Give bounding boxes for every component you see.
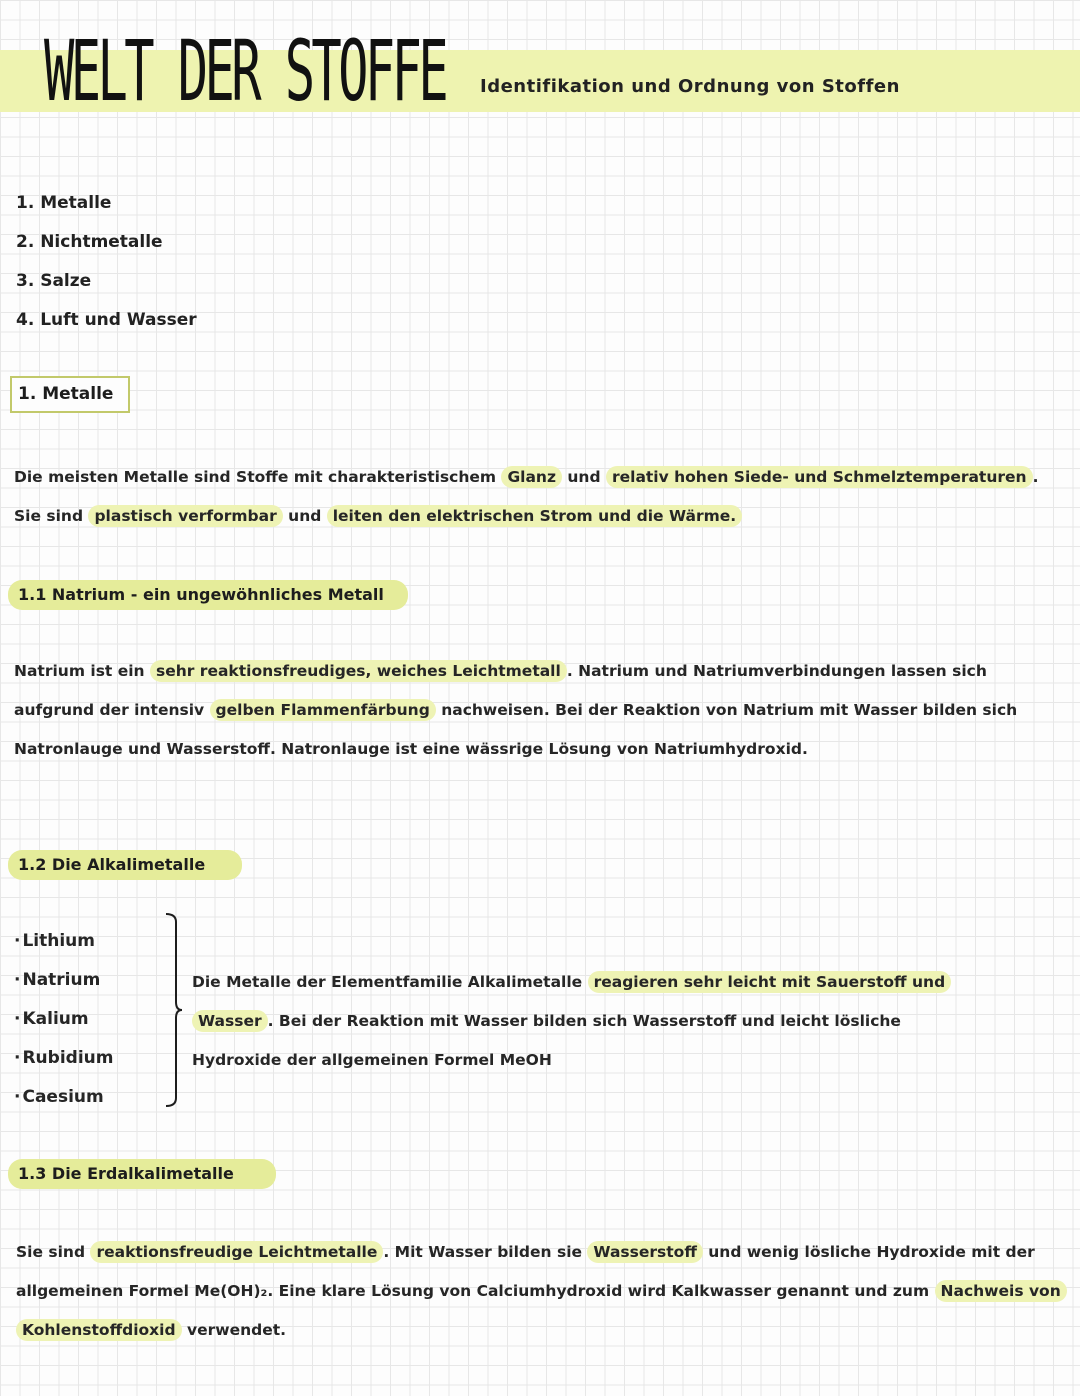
paragraph-metalle — [14, 458, 1064, 536]
text-segment: verwendet. — [181, 1321, 287, 1339]
text-segment: und wenig lösliche Hydroxide mit der allgemeinen Formel Me(OH)₂. Eine klare Lösung von Calciumhydroxid wird Kalkwasser genannt und zum — [16, 1243, 1035, 1300]
list-item: · Natrium — [14, 965, 113, 1004]
highlighted-text: gelben Flammenfärbung — [210, 699, 436, 721]
section-heading-alkalimetalle: 1.2 Die Alkalimetalle — [8, 850, 242, 880]
text-segment: Die Metalle der Elementfamilie Alkalimetalle — [192, 973, 588, 991]
page-subtitle: Identifikation und Ordnung von Stoffen — [480, 76, 900, 97]
text-segment: . Mit Wasser bilden sie — [383, 1243, 588, 1261]
highlighted-text: Wasserstoff — [587, 1241, 702, 1263]
toc-item: 2. Nichtmetalle — [16, 232, 163, 252]
curly-bracket-icon — [160, 910, 184, 1110]
list-item: · Lithium — [14, 926, 113, 965]
highlighted-text: leiten den elektrischen Strom und die Wärme. — [327, 505, 742, 527]
text-segment: . Natrium und Natriumverbindungen lassen sich aufgrund der intensiv — [14, 662, 987, 719]
text-segment: Natrium ist ein — [14, 662, 150, 680]
list-item: · Caesium — [14, 1082, 113, 1121]
highlighted-text: sehr reaktionsfreudiges, weiches Leichtmetall — [150, 660, 567, 682]
highlighted-text: reaktionsfreudige Leichtmetalle — [90, 1241, 383, 1263]
toc-item: 3. Salze — [16, 271, 92, 291]
text-segment: und — [282, 507, 327, 525]
text-segment: nachweisen. Bei der Reaktion von Natrium mit Wasser bilden sich Natronlauge und Wasserstoff. Natronlauge ist eine wässrige Lösung von Natriumhydroxid. — [14, 701, 1018, 758]
list-item: · Kalium — [14, 1004, 113, 1043]
section-heading-erdalkalimetalle: 1.3 Die Erdalkalimetalle — [8, 1159, 276, 1189]
highlighted-text: Nachweis von Kohlenstoffdioxid — [16, 1280, 1067, 1341]
text-segment: Die meisten Metalle sind Stoffe mit charakteristischem — [14, 468, 502, 486]
toc-item: 1. Metalle — [16, 193, 112, 213]
highlighted-text: Glanz — [501, 466, 562, 488]
text-segment: . Bei der Reaktion mit Wasser bilden sich Wasserstoff und leicht lösliche Hydroxide der allgemeinen Formel MeOH — [192, 1012, 901, 1069]
paragraph-alkalimetalle — [192, 963, 952, 1080]
page-title: WELT DER STOFFE — [44, 22, 446, 120]
section-heading-natrium: 1.1 Natrium - ein ungewöhnliches Metall — [8, 580, 408, 610]
highlighted-text: reagieren sehr leicht mit Sauerstoff und Wasser — [192, 971, 951, 1032]
toc-item: 4. Luft und Wasser — [16, 310, 197, 330]
section-heading-metalle: 1. Metalle — [10, 376, 130, 413]
paragraph-erdalkalimetalle — [16, 1233, 1066, 1350]
table-of-contents — [16, 190, 197, 346]
text-segment: Sie sind — [16, 1243, 91, 1261]
alkalimetal-list — [14, 926, 113, 1121]
highlighted-text: plastisch verformbar — [88, 505, 282, 527]
text-segment: und — [562, 468, 606, 486]
text-segment: . Sie sind — [14, 468, 1039, 525]
paragraph-natrium — [14, 652, 1064, 769]
list-item: · Rubidium — [14, 1043, 113, 1082]
highlighted-text: relativ hohen Siede- und Schmelztemperaturen — [606, 466, 1033, 488]
